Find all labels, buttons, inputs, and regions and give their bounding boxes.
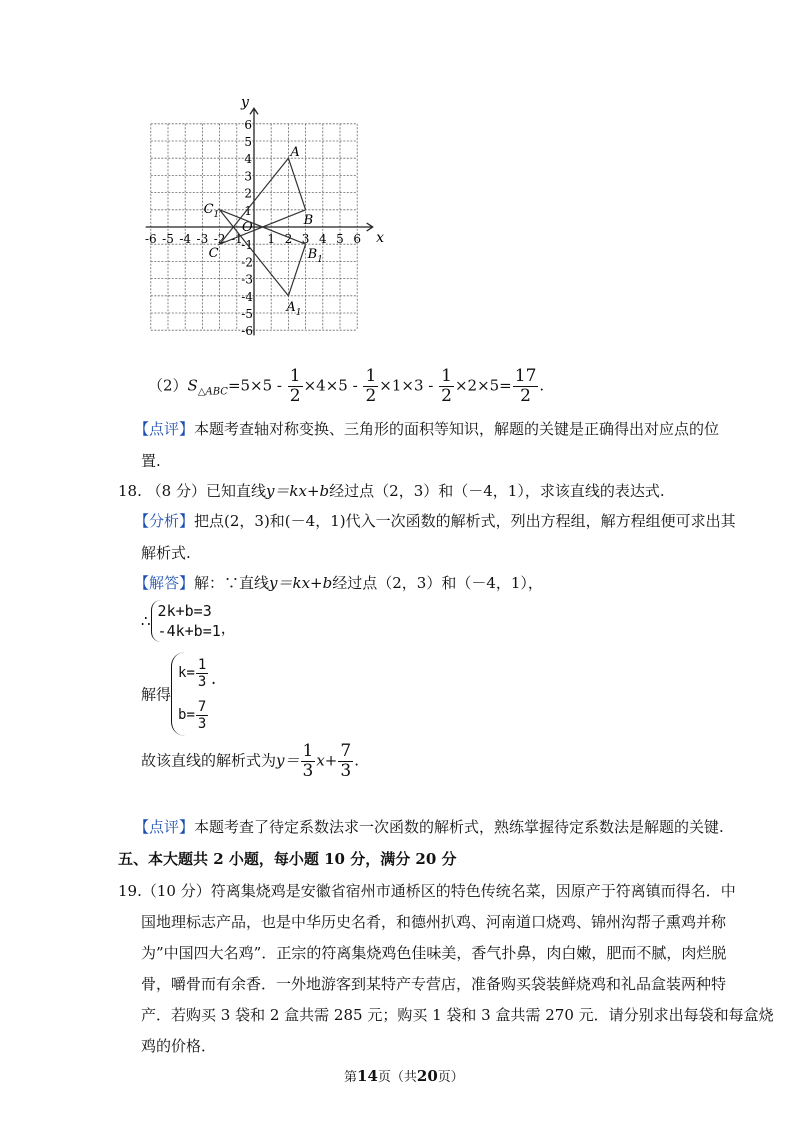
axes xyxy=(146,108,373,335)
x-tick-label: 3 xyxy=(301,232,310,246)
analysis-cont: 解析式. xyxy=(141,544,191,562)
comment-17: 【点评】本题考查轴对称变换、三角形的面积等知识，解题的关键是正确得出对应点的位 xyxy=(134,420,720,438)
y-tick-label: 4 xyxy=(244,152,252,167)
origin-label: O xyxy=(242,220,253,235)
point-b-label: B xyxy=(303,212,314,228)
x-tick-label: -2 xyxy=(213,232,226,246)
x-tick-label: 6 xyxy=(353,232,362,246)
question-19-line1: 19.（10 分）符离集烧鸡是安徽省宿州市通桥区的特色传统名菜，因原产于符离镇而得名．中 xyxy=(118,882,736,900)
y-tick-label: -6 xyxy=(241,324,253,339)
triangle-a1b1c1 xyxy=(220,210,306,296)
final-answer: 故该直线的解析式为y＝ $\frac{1}{3}$ x+ $\frac{7}{3}$ . xyxy=(141,741,359,781)
comment-tag: 【点评】 xyxy=(134,818,195,836)
x-tick-label: 4 xyxy=(318,232,327,246)
point-c-label: C xyxy=(208,246,219,262)
y-tick-label: 5 xyxy=(244,135,252,149)
solution-system: 解得 k= $\frac{1}{3}$ . b= $\frac{7}{3}$ xyxy=(141,652,218,736)
y-tick-label: -2 xyxy=(241,255,253,270)
x-tick-label: -4 xyxy=(179,232,192,246)
question-19-line4: 骨，嚼骨而有余香．一外地游客到某特产专营店，准备购买袋装鲜烧鸡和礼品盒装两种特 xyxy=(141,975,727,993)
point-c1-label: $C_1$ xyxy=(203,201,220,220)
x-tick-label: 5 xyxy=(336,232,344,246)
x-tick-label: -5 xyxy=(162,232,174,246)
area-formula: $(2)S_{\triangle ABC}=5\times 5$ - $\frac{1}{2}$ ×4×5 - $\frac{1}{2}$ ×1×3 - $\frac{1}{2}$ ×2×5= $\frac{17}{2}$ . xyxy=(148,366,545,406)
x-tick-label: 2 xyxy=(284,232,293,246)
part-number: （2） xyxy=(148,376,188,395)
question-19-line2: 国地理标志产品，也是中华历史名肴，和德州扒鸡、河南道口烧鸡、锦州沟帮子熏鸡并称 xyxy=(141,913,727,931)
comment-17-cont: 置. xyxy=(141,452,161,470)
y-tick-label: -4 xyxy=(241,289,253,304)
x-tick-label: 1 xyxy=(267,232,276,246)
x-tick-label: -3 xyxy=(196,232,209,246)
y-tick-label: -3 xyxy=(241,272,253,287)
question-18: 18. （8 分）已知直线y＝kx+b经过点（2，3）和（－4，1），求该直线的表达式. xyxy=(118,482,665,500)
point-a1-label: $A_1$ xyxy=(286,299,302,318)
y-tick-label: 3 xyxy=(244,169,252,184)
fraction: $\frac{1}{2}$ xyxy=(441,366,452,406)
y-tick-label: -5 xyxy=(241,307,253,321)
x-tick-label: -1 xyxy=(230,232,243,246)
tick-labels xyxy=(145,96,384,338)
question-19-line6: 鸡的价格． xyxy=(141,1037,217,1055)
question-19-line5: 产．若购买 3 袋和 2 盒共需 285 元；购买 1 袋和 3 盒共需 270 元．请分别求出每袋和每盒烧 xyxy=(141,1006,774,1024)
analysis: 【分析】把点(2，3)和(－4，1)代入一次函数的解析式，列出方程组，解方程组便可求出其 xyxy=(134,512,736,530)
point-b1-label: $B_1$ xyxy=(307,247,323,266)
question-19-line3: 为”中国四大名鸡”．正宗的符离集烧鸡色佳味美，香气扑鼻，肉白嫩，肥而不腻，肉烂脱 xyxy=(141,944,727,962)
comment-18: 【点评】本题考查了待定系数法求一次函数的解析式，熟练掌握待定系数法是解题的关键. xyxy=(134,818,724,836)
y-tick-label: 1 xyxy=(244,203,252,218)
page-footer: 第14页（共20页） xyxy=(344,1067,464,1085)
fraction: $\frac{17}{2}$ xyxy=(514,366,537,406)
x-axis-label: x xyxy=(376,230,385,246)
section-heading: 五、本大题共 2 小题，每小题 10 分，满分 20 分 xyxy=(118,850,457,868)
y-axis-label: y xyxy=(241,96,249,111)
point-a-label: A xyxy=(290,145,300,161)
fraction: $\frac{1}{2}$ xyxy=(365,366,377,406)
equation-system: ∴ 2k+b=3 -4k+b=1 ， xyxy=(141,602,236,640)
analysis-tag: 【分析】 xyxy=(134,512,195,530)
fraction: $\frac{1}{2}$ xyxy=(289,366,301,406)
y-tick-label: 6 xyxy=(244,117,252,132)
coordinate-graph xyxy=(130,96,390,346)
y-tick-label: -1 xyxy=(241,238,253,253)
answer-tag: 【解答】 xyxy=(134,574,195,592)
answer: 【解答】解：∵直线y＝kx+b经过点（2，3）和（－4，1）， xyxy=(134,574,543,592)
x-tick-label: -6 xyxy=(144,232,157,246)
y-tick-label: 2 xyxy=(244,186,252,201)
comment-tag: 【点评】 xyxy=(134,420,195,438)
